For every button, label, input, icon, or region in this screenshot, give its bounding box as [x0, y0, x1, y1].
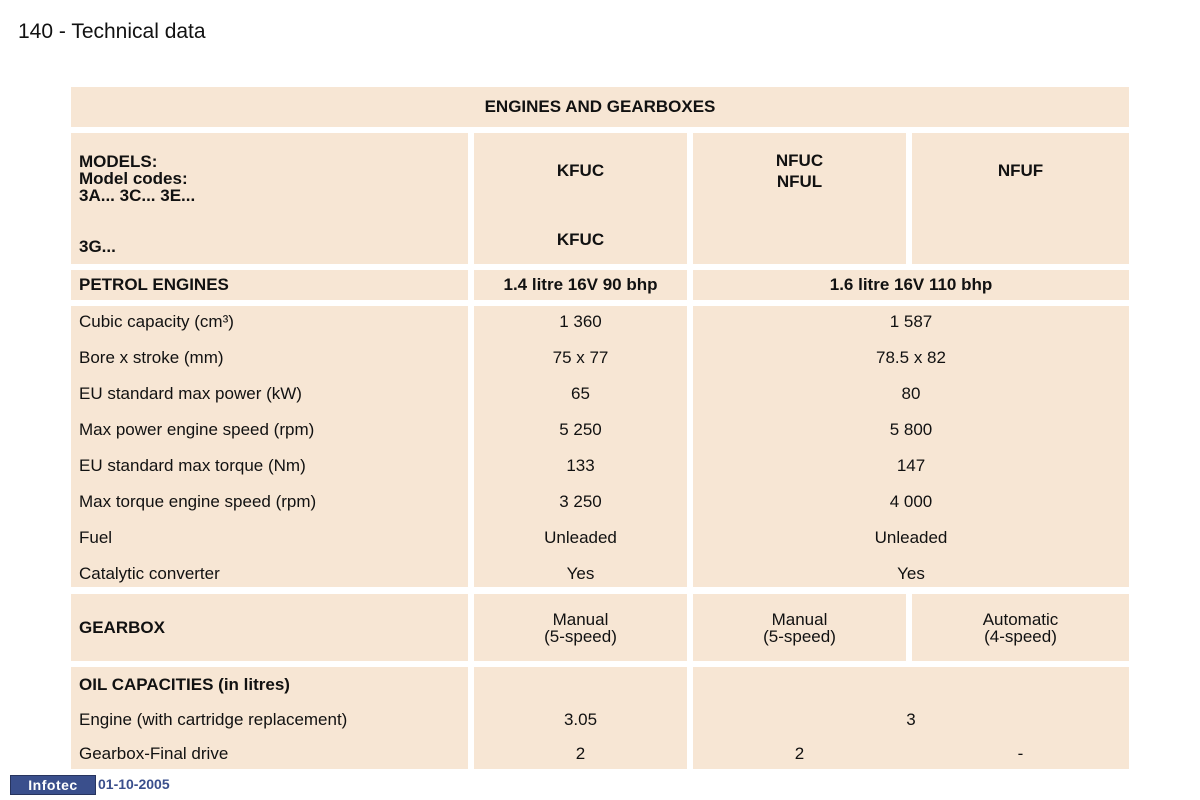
spec-value-14: Yes	[566, 564, 595, 583]
gearbox-kfuc-cell	[474, 594, 687, 661]
model-code-kfuc: KFUC	[556, 161, 605, 180]
oil-engine-label: Engine (with cartridge replacement)	[79, 710, 348, 729]
model-code-nfuf: NFUF	[997, 161, 1044, 180]
specs-16-cell	[693, 306, 1129, 587]
model-code-kfuc-3g: KFUC	[556, 230, 605, 249]
spec-label: Max torque engine speed (rpm)	[79, 492, 317, 511]
footer-date: 01-10-2005	[98, 776, 170, 792]
spec-value-14: 3 250	[559, 492, 602, 511]
oil-gearbox-label: Gearbox-Final drive	[79, 744, 229, 763]
spec-value-16: 1 587	[889, 312, 933, 331]
spec-value-16: 147	[896, 456, 926, 475]
oil-gearbox-value-kfuc: 2	[575, 744, 586, 763]
spec-value-14: Unleaded	[544, 528, 617, 547]
petrol-engines-label: PETROL ENGINES	[79, 275, 229, 294]
spec-label: Fuel	[79, 528, 113, 547]
spec-label: Max power engine speed (rpm)	[79, 420, 315, 439]
gearbox-type: Manual	[552, 609, 609, 629]
gearbox-nfuc-cell	[693, 594, 906, 661]
oil-capacities-label: OIL CAPACITIES (in litres)	[79, 675, 290, 694]
spec-value-16: 4 000	[889, 492, 933, 511]
gearbox-nfuf-cell	[912, 594, 1129, 661]
specs-label-cell	[71, 306, 468, 587]
specs-14-cell	[474, 306, 687, 587]
petrol-label-cell	[71, 270, 468, 300]
spec-value-14: 75 x 77	[552, 348, 609, 367]
gearbox-type: Manual	[771, 609, 828, 629]
spec-value-16: Unleaded	[874, 528, 948, 547]
page-header: 140 - Technical data	[18, 20, 206, 43]
engine-14-heading: 1.4 litre 16V 90 bhp	[474, 270, 687, 300]
spec-value-16: Yes	[897, 564, 925, 583]
spec-value-16: 78.5 x 82	[876, 348, 946, 367]
spec-label: Catalytic converter	[79, 564, 220, 583]
models-label-line: Model codes:	[79, 169, 188, 188]
models-nfuc-cell	[693, 133, 906, 264]
spec-value-16: 5 800	[889, 420, 933, 439]
spec-value-14: 1 360	[559, 312, 602, 331]
model-code-nfuc: NFUC	[775, 151, 824, 170]
oil-gearbox-value-nfuc: 2	[794, 744, 805, 763]
spec-value-14: 5 250	[559, 420, 602, 439]
spec-label: Bore x stroke (mm)	[79, 348, 224, 367]
gearbox-speeds: (5-speed)	[763, 626, 836, 646]
oil-engine-value-14: 3.05	[563, 710, 598, 729]
models-kfuc-cell	[474, 133, 687, 264]
spec-value-14: 65	[571, 384, 590, 403]
models-nfuf-cell	[912, 133, 1129, 264]
gearbox-speeds: (4-speed)	[984, 626, 1057, 646]
gearbox-type: Automatic	[982, 609, 1059, 629]
oil-16-cell	[693, 667, 1129, 769]
oil-label-cell	[71, 667, 468, 769]
oil-kfuc-cell	[474, 667, 687, 769]
spec-label: Cubic capacity (cm³)	[79, 312, 234, 331]
gearbox-label: GEARBOX	[79, 618, 165, 637]
model-code-nful: NFUL	[776, 172, 823, 191]
models-label-cell	[71, 133, 468, 264]
oil-engine-value-16: 3	[906, 710, 916, 729]
gearbox-speeds: (5-speed)	[544, 626, 617, 646]
engine-16-heading: 1.6 litre 16V 110 bhp	[693, 270, 1129, 300]
infotec-logo: Infotec	[10, 775, 96, 795]
spec-value-14: 133	[566, 456, 595, 475]
table-title: ENGINES AND GEARBOXES	[71, 87, 1129, 127]
models-label-line: MODELS:	[79, 152, 158, 171]
gearbox-label-cell	[71, 594, 468, 661]
models-label-line: 3A... 3C... 3E...	[79, 186, 196, 205]
spec-value-16: 80	[901, 384, 921, 403]
models-3g-label: 3G...	[79, 237, 116, 256]
spec-label: EU standard max power (kW)	[79, 384, 302, 403]
spec-label: EU standard max torque (Nm)	[79, 456, 306, 475]
oil-gearbox-value-nfuf: -	[1017, 744, 1024, 763]
